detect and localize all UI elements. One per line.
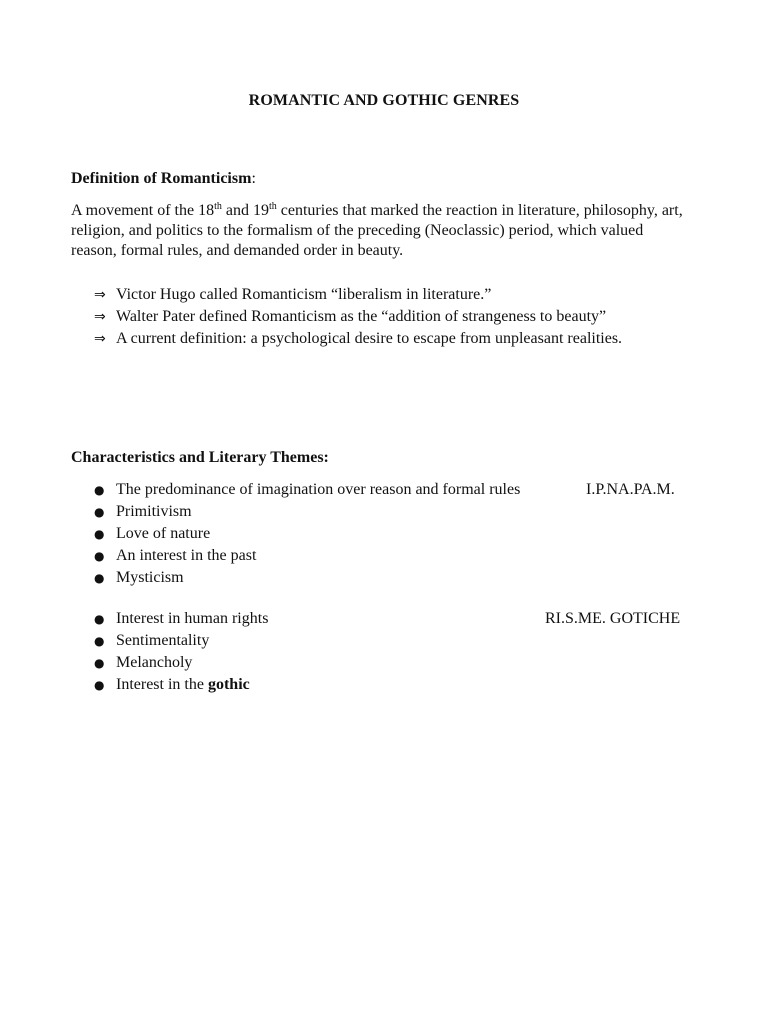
list-item	[94, 630, 714, 652]
list-item-text: Mysticism	[116, 569, 184, 586]
definition-point-text: A current definition: a psychological desire to escape from unpleasant realities.	[116, 330, 623, 347]
definition-point	[94, 328, 622, 350]
page-title: ROMANTIC AND GOTHIC GENRES	[248, 92, 520, 109]
list-item-text: Love of nature	[116, 525, 211, 542]
list-item	[94, 523, 714, 545]
list-item	[94, 567, 714, 589]
paragraph-text-3: centuries that marked the reaction in literature, philosophy, art, religion, and politics to the formalism of the preceding (Neoclassic) period, which valued reason, formal rules, and demanded order in beauty.	[71, 202, 683, 259]
definition-point-text: Walter Pater defined Romanticism as the “addition of strangeness to beauty”	[116, 308, 607, 325]
bullet-icon: ●	[94, 634, 105, 648]
list-item-text: The predominance of imagination over reason and formal rules	[116, 481, 521, 498]
characteristics-heading: Characteristics and Literary Themes:	[71, 449, 329, 466]
list-item	[94, 479, 714, 501]
characteristics-list-2	[94, 608, 714, 696]
list-item	[94, 545, 714, 567]
gothic-emphasis: gothic	[207, 676, 250, 693]
list-item	[94, 501, 714, 523]
characteristics-list-1	[94, 479, 714, 589]
mnemonic-label: I.P.NA.PA.M.	[586, 481, 675, 498]
definition-heading-colon: :	[251, 170, 256, 187]
list-item-text: Interest in the	[116, 676, 208, 693]
definition-heading-text: Definition of Romanticism	[71, 170, 252, 187]
definition-point	[94, 306, 622, 328]
bullet-icon: ●	[94, 571, 105, 585]
bullet-icon: ●	[94, 549, 105, 563]
bullet-icon: ●	[94, 612, 105, 626]
bullet-icon: ●	[94, 527, 105, 541]
list-item-text: Primitivism	[116, 503, 192, 520]
list-item	[94, 674, 714, 696]
list-item-text: An interest in the past	[116, 547, 257, 564]
paragraph-text-2: and 19	[221, 202, 269, 219]
ordinal-suffix: th	[268, 201, 277, 212]
definition-point	[94, 284, 622, 306]
implies-arrow-icon: ⇒	[94, 309, 106, 325]
implies-arrow-icon: ⇒	[94, 331, 106, 347]
definition-point-text: Victor Hugo called Romanticism “liberalism in literature.”	[116, 286, 492, 303]
mnemonic-label: RI.S.ME. GOTICHE	[545, 610, 681, 627]
implies-arrow-icon: ⇒	[94, 287, 106, 303]
list-item	[94, 608, 714, 630]
list-item-text: Melancholy	[116, 654, 193, 671]
bullet-icon: ●	[94, 678, 105, 692]
list-item-text: Sentimentality	[116, 632, 210, 649]
ordinal-suffix: th	[214, 201, 222, 212]
bullet-icon: ●	[94, 483, 105, 497]
list-item-text: Interest in human rights	[116, 610, 269, 627]
bullet-icon: ●	[94, 505, 105, 519]
paragraph-text-1: A movement of the 18	[71, 202, 215, 219]
definition-paragraph	[71, 201, 691, 261]
definition-heading	[71, 170, 256, 188]
bullet-icon: ●	[94, 656, 105, 670]
list-item	[94, 652, 714, 674]
definition-points	[94, 284, 622, 350]
